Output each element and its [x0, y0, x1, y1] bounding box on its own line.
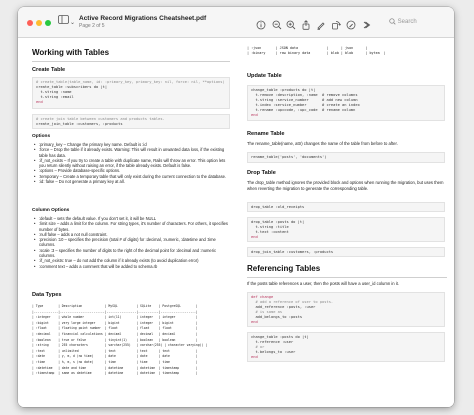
sidebar-toggle-icon[interactable] — [58, 15, 69, 28]
pdf-viewer-window — [18, 7, 454, 407]
referencing-tables-heading: Referencing Tables — [247, 264, 321, 273]
code-line: end — [251, 320, 258, 325]
table-row: | :time | h, m, s (no date) | time | time | time | — [32, 359, 198, 364]
zoom-in-icon[interactable] — [286, 17, 296, 27]
change-table-reference-code — [247, 332, 445, 362]
list-item: • :id: false – Do not generate a primary key at all. — [32, 179, 230, 184]
list-item: • :primary_key – Change the primary key name. Default is :id — [32, 142, 230, 147]
code-line: # or — [251, 345, 265, 350]
code-line: end — [36, 100, 43, 105]
column-options-list — [32, 216, 230, 269]
rotate-icon[interactable] — [331, 17, 341, 27]
highlight-pen-icon[interactable] — [316, 17, 326, 27]
data-types-heading: Data Types — [32, 292, 62, 298]
list-item: • :force – Drop the table if it already exists. Warning: This will result in unwanted data loss, if the existing table has data. — [32, 147, 230, 158]
code-line: t.string :title — [251, 225, 289, 230]
list-item: • :limit size – adds a limit for the column. For string types, it's number of characters. For others, it specifies number of bytes. — [32, 221, 230, 232]
drop-table-heading: Drop Table — [247, 170, 276, 176]
code-line: t.string :name — [36, 90, 72, 95]
table-row: | :bigint | very large integer | bigint | integer | bigint | — [32, 320, 198, 325]
add-reference-code — [247, 292, 445, 327]
list-item: • :options – Provide database-specific options. — [32, 168, 230, 173]
search-placeholder: Search — [397, 19, 417, 25]
divider — [32, 61, 230, 62]
pdf-page — [18, 38, 454, 407]
rename-table-heading: Rename Table — [247, 131, 285, 137]
data-types-table — [32, 304, 230, 377]
info-icon[interactable] — [256, 17, 266, 27]
code-line: drop_table :posts do |t| — [251, 220, 305, 224]
code-line: end — [251, 355, 258, 360]
document-title: Active Record Migrations Cheatsheet.pdf — [79, 15, 207, 22]
drop-table-text: The drop_table method ignores the provided block and options when running the migration, but uses them when reverting the migration to generate the corresponding table. — [247, 180, 444, 191]
code-line: t.text :content — [251, 230, 289, 235]
share-icon[interactable] — [301, 17, 311, 27]
table-row: | :float | floating point number | float | float | float | — [32, 326, 198, 331]
code-line: drop_table :old_receipts — [251, 205, 305, 209]
table-row: | :binary | raw binary data | blob | blob | bytea | — [247, 50, 386, 55]
expand-toolbar-icon[interactable] — [361, 17, 371, 27]
code-line: def change — [251, 295, 274, 299]
table-row: | :string | 255 characters | varchar(255) | varchar(255) | character varying() | — [32, 343, 208, 348]
table-row: | :decimal | financial calculations | decimal | decimal | decimal | — [32, 331, 198, 336]
rename-table-text: The rename_table(name, attr) changes the name of the table from before to after. — [247, 141, 398, 146]
drop-table-block-code — [247, 217, 445, 242]
document-title-block — [79, 15, 206, 29]
code-line: end — [251, 235, 258, 240]
table-row: | :date | y, m, d (no time) | date | date | date | — [32, 354, 198, 359]
table-row: |-------------|------------------------|----------------|-----------|-------------------| — [32, 309, 198, 314]
code-line: change_table :products do |t| — [251, 88, 316, 92]
code-line: t.index :service_number # create an index — [251, 103, 360, 108]
markup-icon[interactable] — [346, 17, 356, 27]
drop-join-table-code — [247, 247, 445, 257]
join-table-code — [32, 114, 230, 129]
code-line: rename_table('posts', 'documents') — [251, 155, 327, 159]
list-item: • :temporary – Create a temporary table that will only exist during the current connection to the database. — [32, 174, 230, 179]
update-table-code — [247, 85, 445, 121]
code-line: t.reference :user — [251, 340, 294, 345]
code-line: # create_table(table_name, id: :primary_key, primary_key: nil, force: nil, **options) — [36, 80, 225, 84]
code-line: create_join_table :customers, :products — [36, 122, 123, 127]
table-row: | :integer | whole number | int(11) | integer | integer | — [32, 315, 198, 320]
list-item: • :if_not_exists: true – do not add the column if it already exists (to avoid duplication error) — [32, 258, 230, 263]
table-row: | :datetime | date and time | datetime | datetime | timestamp | — [32, 365, 198, 370]
search-input[interactable] — [389, 17, 447, 27]
list-item: • :if_not_exists – If you try to create a table with duplicate name, Rails will throw an error. This option lets you return silently without raising an error, if the table already exists. Default is false. — [32, 158, 230, 169]
referencing-text: If the posts table references a user, then the posts will have a user_id column in it. — [247, 281, 399, 286]
list-item: • :default – sets the default value. If you don't set it, it will be NULL — [32, 216, 230, 221]
code-line: create_table :subscribers do |t| — [36, 85, 108, 90]
table-row: | :json | JSON data | | json | — [247, 46, 368, 50]
code-line: t.belongs_to :user — [251, 350, 296, 355]
create-table-heading: Create Table — [32, 67, 66, 73]
data-types-table-continued — [247, 46, 447, 56]
list-item: • :precision :10 – specifies the precision (total # of digits) for :decimal, :numeric, :datetime and :time columns. — [32, 237, 230, 248]
code-line: t.rename :upccode, :upc_code # rename column — [251, 108, 356, 113]
table-row: | Type | Description | MySQL | SQLite | PostgreSQL | — [32, 304, 198, 308]
table-row: | :text | unlimited | text | text | text | — [32, 348, 198, 353]
code-line: change_table :posts do |t| — [251, 335, 309, 339]
toolbar — [18, 7, 454, 38]
table-row: | :timestamp | same as datetime | datetime | datetime | timestamp | — [32, 371, 198, 376]
update-table-heading: Update Table — [247, 73, 282, 79]
zoom-window-button[interactable] — [45, 20, 51, 26]
code-line: # is same as — [251, 310, 283, 315]
code-line: add_reference :posts, :user — [251, 305, 316, 310]
code-line: t.string :email — [36, 95, 74, 100]
list-item: • :comment text – adds a comment that will be added to schema.rb — [32, 264, 230, 269]
list-item: • :null false – adds a not null constraint. — [32, 232, 230, 237]
column-options-heading: Column Options — [32, 208, 70, 213]
divider — [247, 277, 447, 278]
left-column — [30, 38, 231, 407]
section-heading: Working with Tables — [32, 48, 110, 57]
code-line: end — [251, 113, 258, 118]
table-row: | :boolean | true or false | tinyint(1) | boolean | boolean | — [32, 337, 198, 342]
create-table-code — [32, 77, 230, 109]
options-heading: Options — [32, 134, 51, 139]
search-icon — [389, 18, 396, 25]
rename-table-code — [247, 152, 445, 163]
close-window-button[interactable] — [27, 20, 33, 26]
right-column — [245, 38, 448, 407]
options-list — [32, 142, 230, 184]
code-line: # create join table between customers and products tables. — [36, 117, 165, 121]
drop-table-code — [247, 202, 445, 212]
document-page-indicator: Page 2 of 5 — [79, 23, 105, 29]
code-line: add_belongs_to :posts — [251, 315, 303, 320]
chevron-down-icon[interactable]: ⌄ — [70, 20, 76, 26]
code-line: # add a reference of user to posts. — [251, 300, 334, 305]
code-line: t.string :service_number # add new column — [251, 98, 358, 103]
zoom-out-icon[interactable] — [272, 17, 282, 27]
minimize-window-button[interactable] — [36, 20, 42, 26]
code-line: drop_join_table :customers, :products — [251, 250, 334, 254]
code-line: t.remove :description, :name # remove columns — [251, 93, 358, 98]
list-item: • :scale :3 – specifies the number of digits to the right of the decimal point for :decimal and :numeric columns. — [32, 248, 230, 259]
